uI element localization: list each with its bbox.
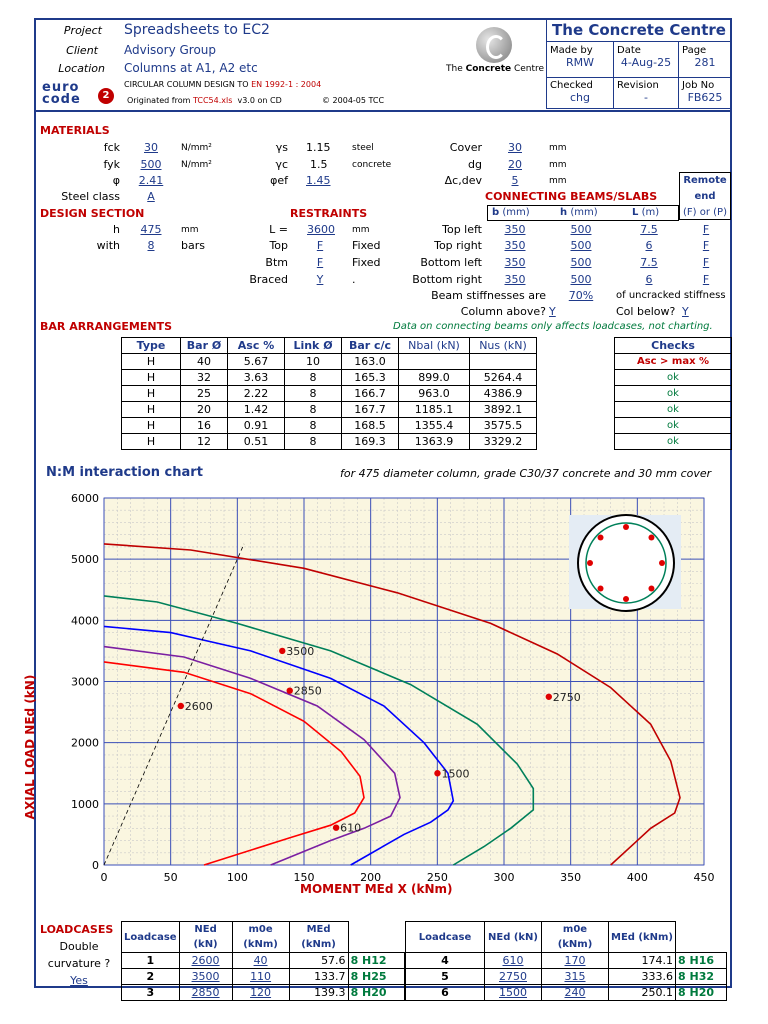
loadcase-point-label: 2850: [293, 684, 322, 698]
rebar-dot: [623, 524, 629, 530]
loadcase-point: [434, 770, 440, 776]
y-tick-label: 1000: [71, 797, 99, 811]
lc-number: 3: [122, 985, 180, 1001]
checked-cell: Checked chg: [546, 77, 614, 109]
rebar-dot: [598, 535, 604, 541]
x-tick-label: 50: [163, 871, 178, 884]
cell: H: [122, 354, 181, 370]
cell: 8: [285, 386, 342, 402]
loadcase-point-label: 610: [340, 821, 362, 835]
cell: H: [122, 434, 181, 450]
made-by-value[interactable]: RMW: [565, 56, 594, 69]
beams-col-h: h (mm): [560, 207, 598, 218]
bar-result: 8 H12: [348, 953, 405, 969]
restraints-heading: RESTRAINTS: [290, 207, 368, 220]
check-cell: ok: [615, 418, 732, 434]
L-unit: mm: [352, 225, 370, 235]
y-tick-label: 0: [92, 859, 99, 872]
loadcase-point-label: 2750: [552, 690, 581, 704]
cell: 32: [181, 370, 228, 386]
x-tick-label: 350: [560, 871, 582, 884]
gamma-s-desc: steel: [352, 143, 374, 153]
cell: 899.0: [399, 370, 470, 386]
checks-table: [614, 337, 732, 450]
cell: [470, 354, 537, 370]
fyk-input[interactable]: 500: [140, 158, 162, 171]
L-input[interactable]: 3600: [307, 223, 335, 236]
cell: 40: [181, 354, 228, 370]
x-tick-label: 100: [226, 871, 248, 884]
fyk-unit: N/mm²: [181, 160, 212, 170]
braced-input[interactable]: Y: [316, 273, 324, 286]
bar-result: 8 H16: [676, 953, 727, 969]
loadcases-table-left: [121, 921, 405, 1001]
beam-b-input[interactable]: 350: [504, 273, 526, 286]
beam-h-input[interactable]: 500: [570, 239, 592, 252]
loadcase-point: [178, 703, 184, 709]
y-tick-label: 2000: [71, 736, 99, 750]
x-tick-label: 200: [360, 871, 382, 884]
loadcase-point: [333, 824, 339, 830]
beam-L-input[interactable]: 7.5: [640, 223, 658, 236]
double-curvature-input[interactable]: Yes: [70, 974, 88, 987]
cell: 5.67: [228, 354, 285, 370]
x-tick-label: 450: [693, 871, 715, 884]
cell: 0.51: [228, 434, 285, 450]
dcdev-input[interactable]: 5: [511, 174, 519, 187]
L-label: L =: [269, 223, 288, 236]
cell: 1.42: [228, 402, 285, 418]
chart-ylabel: AXIAL LOAD NEd (kN): [23, 674, 37, 820]
cell: 169.3: [342, 434, 399, 450]
stiffness-input[interactable]: 70%: [568, 289, 594, 302]
project-label: Project: [63, 24, 102, 37]
table-row: [122, 434, 537, 450]
lc-number: 2: [122, 969, 180, 985]
table-row: [122, 386, 537, 402]
rebar-dot: [648, 585, 654, 591]
ned-input[interactable]: 2850: [179, 985, 232, 1001]
tcc-logo-text: The Concrete Centre: [446, 64, 545, 74]
med-value: 174.1: [609, 953, 676, 969]
ned-input[interactable]: 610: [485, 953, 542, 969]
bar-result: 8 H20: [348, 985, 405, 1001]
ned-col: NEd (kN): [179, 922, 232, 953]
beam-end-input[interactable]: F: [702, 239, 710, 252]
cell: 2.22: [228, 386, 285, 402]
cover-label: Cover: [449, 141, 482, 154]
copyright: © 2004-05 TCC: [322, 96, 385, 105]
beam-row-name: Top left: [442, 223, 482, 236]
x-tick-label: 250: [426, 871, 448, 884]
table-row: [122, 402, 537, 418]
cell: 165.3: [342, 370, 399, 386]
tcc-logo-icon: [476, 27, 512, 63]
dg-input[interactable]: 20: [508, 158, 522, 171]
origin-line: Originated from TCC54.xls v3.0 on CD: [127, 96, 282, 105]
med-value: 333.6: [609, 969, 676, 985]
fck-input[interactable]: 30: [144, 141, 158, 154]
med-value: 250.1: [609, 985, 676, 1001]
top-desc: Fixed: [352, 239, 381, 252]
spacer: [348, 922, 405, 953]
lc-number: 4: [406, 953, 485, 969]
beam-h-input[interactable]: 500: [570, 256, 592, 269]
ned-input[interactable]: 2750: [485, 969, 542, 985]
lc-col: Loadcase: [406, 922, 485, 953]
chart-xlabel: MOMENT MEd X (kNm): [300, 882, 453, 896]
dcdev-unit: mm: [549, 176, 567, 186]
cell: 0.91: [228, 418, 285, 434]
beam-end-input[interactable]: F: [702, 223, 710, 236]
col-bar-dia: Bar Ø: [181, 338, 228, 354]
cell: 163.0: [342, 354, 399, 370]
with-label: with: [96, 239, 120, 252]
header-divider: [34, 110, 732, 112]
rebar-dot: [648, 535, 654, 541]
col-type: Type: [122, 338, 181, 354]
bar-result: 8 H20: [676, 985, 727, 1001]
double-curvature-label-2: curvature ?: [47, 957, 111, 970]
ned-input[interactable]: 1500: [485, 985, 542, 1001]
phief-value[interactable]: 1.45: [306, 174, 331, 187]
location-label: Location: [58, 62, 105, 75]
btm-desc: Fixed: [352, 256, 381, 269]
loadcase-point: [287, 687, 293, 693]
dcdev-label: Δc,dev: [444, 174, 482, 187]
cell: 16: [181, 418, 228, 434]
cell: 1185.1: [399, 402, 470, 418]
jobno-cell: Job No FB625: [678, 77, 732, 109]
beam-h-input[interactable]: 500: [570, 273, 592, 286]
dg-label: dg: [468, 158, 482, 171]
ned-col: NEd (kN): [485, 922, 542, 953]
table-row: [406, 985, 727, 1001]
beam-b-input[interactable]: 350: [504, 256, 526, 269]
steel-class-label: Steel class: [61, 190, 120, 203]
loadcases-heading: LOADCASES: [40, 923, 114, 936]
column-section-inset: [569, 515, 681, 611]
check-cell: ok: [615, 370, 732, 386]
cell: 20: [181, 402, 228, 418]
h-label: h: [113, 223, 120, 236]
beam-row-name: Bottom left: [420, 256, 482, 269]
check-cell: ok: [615, 402, 732, 418]
beam-L-input[interactable]: 7.5: [640, 256, 658, 269]
nm-interaction-chart: [0, 485, 768, 905]
cover-input[interactable]: 30: [508, 141, 522, 154]
cell: 8: [285, 370, 342, 386]
gamma-s-label: γs: [275, 141, 288, 154]
braced-label: Braced: [249, 273, 288, 286]
x-tick-label: 300: [493, 871, 515, 884]
beam-end-input[interactable]: F: [702, 256, 710, 269]
col-nus: Nus (kN): [470, 338, 537, 354]
gamma-c-desc: concrete: [352, 160, 392, 170]
spacer: [676, 922, 727, 953]
col-below-label: Col below?: [616, 305, 676, 318]
client-value[interactable]: Advisory Group: [124, 43, 217, 57]
cell: 3575.5: [470, 418, 537, 434]
cell: 4386.9: [470, 386, 537, 402]
bar-result: 8 H32: [676, 969, 727, 985]
med-value: 133.7: [289, 969, 348, 985]
lc-col: Loadcase: [122, 922, 180, 953]
x-tick-label: 150: [293, 871, 315, 884]
m0e-input[interactable]: 240: [542, 985, 609, 1001]
stiffness-label: Beam stiffnesses are: [431, 289, 546, 302]
beam-row-name: Bottom right: [412, 273, 482, 286]
gamma-c-value: 1.5: [310, 158, 328, 171]
materials-heading: MATERIALS: [40, 124, 110, 137]
made-by-cell: Made by RMW: [546, 41, 614, 78]
m0e-col: m0e (kNm): [542, 922, 609, 953]
cell: H: [122, 418, 181, 434]
rebar-dot: [659, 560, 665, 566]
beam-L-input[interactable]: 6: [645, 239, 653, 252]
beams-heading: CONNECTING BEAMS/SLABS: [485, 190, 658, 203]
x-tick-label: 0: [100, 871, 108, 884]
gamma-c-label: γc: [275, 158, 288, 171]
location-value[interactable]: Columns at A1, A2 etc: [124, 61, 258, 75]
revision-cell: Revision -: [613, 77, 679, 109]
m0e-col: m0e (kNm): [232, 922, 289, 953]
table-row: [122, 953, 405, 969]
revision-value[interactable]: -: [644, 91, 648, 104]
chart-subtitle: for 475 diameter column, grade C30/37 concrete and 30 mm cover: [340, 467, 712, 480]
ned-input[interactable]: 2600: [179, 953, 232, 969]
jobno-value[interactable]: FB625: [687, 91, 723, 104]
cover-unit: mm: [549, 143, 567, 153]
table-row: [122, 418, 537, 434]
med-value: 57.6: [289, 953, 348, 969]
cell: 10: [285, 354, 342, 370]
eurocode-logo: euro code 2: [40, 82, 116, 108]
table-row: [406, 969, 727, 985]
m0e-input[interactable]: 40: [232, 953, 289, 969]
med-col: MEd (kNm): [289, 922, 348, 953]
btm-input[interactable]: F: [316, 256, 324, 269]
braced-desc: .: [352, 273, 356, 286]
double-curvature-label: Double: [59, 940, 99, 953]
beam-row-name: Top right: [434, 239, 482, 252]
beams-note: Data on connecting beams only affects loadcases, not charting.: [393, 321, 713, 332]
phief-label: φef: [270, 174, 288, 187]
cell: 3.63: [228, 370, 285, 386]
med-value: 139.3: [289, 985, 348, 1001]
loadcases-table-right: [405, 921, 727, 1001]
beam-b-input[interactable]: 350: [504, 223, 526, 236]
cell: 5264.4: [470, 370, 537, 386]
check-cell: ok: [615, 386, 732, 402]
loadcase-point-label: 1500: [441, 767, 470, 781]
cell: 1363.9: [399, 434, 470, 450]
y-tick-label: 4000: [71, 614, 99, 628]
fck-label: fck: [103, 141, 120, 154]
rebar-dot: [587, 560, 593, 566]
checks-heading: Checks: [615, 338, 732, 354]
col-bar-cc: Bar c/c: [342, 338, 399, 354]
date-value[interactable]: 4-Aug-25: [620, 56, 672, 69]
table-row: [122, 370, 537, 386]
btm-label: Btm: [265, 256, 288, 269]
design-section-heading: DESIGN SECTION: [40, 207, 145, 220]
bar-result: 8 H25: [348, 969, 405, 985]
page-value[interactable]: 281: [694, 56, 716, 69]
steel-class-input[interactable]: A: [147, 190, 155, 203]
table-header-row: [122, 338, 537, 354]
rebar-dot: [623, 596, 629, 602]
cell: 12: [181, 434, 228, 450]
cell: 168.5: [342, 418, 399, 434]
loadcase-point-label: 3500: [286, 644, 315, 658]
stiffness-desc: of uncracked stiffness: [616, 290, 726, 301]
cell: H: [122, 386, 181, 402]
m0e-input[interactable]: 110: [232, 969, 289, 985]
page-cell: Page 281: [678, 41, 732, 78]
bar-arr-heading: BAR ARRANGEMENTS: [40, 320, 173, 333]
fck-unit: N/mm²: [181, 143, 212, 153]
lc-number: 1: [122, 953, 180, 969]
y-tick-label: 3000: [71, 675, 99, 689]
med-col: MEd (kNm): [609, 922, 676, 953]
y-tick-label: 5000: [71, 553, 99, 567]
col-above-label: Column above?: [460, 305, 546, 318]
table-row: [406, 953, 727, 969]
cell: 1355.4: [399, 418, 470, 434]
company-box: The Concrete Centre: [546, 18, 732, 42]
fyk-label: fyk: [103, 158, 120, 171]
loadcase-point-label: 2600: [184, 699, 213, 713]
cell: H: [122, 370, 181, 386]
gamma-s-value: 1.15: [306, 141, 331, 154]
cell: 8: [285, 418, 342, 434]
date-cell: Date 4-Aug-25: [613, 41, 679, 78]
y-tick-label: 6000: [71, 492, 99, 505]
cell: 167.7: [342, 402, 399, 418]
table-row: [122, 354, 537, 370]
lc-number: 5: [406, 969, 485, 985]
beam-L-input[interactable]: 6: [645, 273, 653, 286]
bar-arrangements-table: [121, 337, 537, 450]
remote-end-header: Remote end (F) or (P): [679, 172, 731, 220]
cell: 963.0: [399, 386, 470, 402]
cell: 166.7: [342, 386, 399, 402]
cell: 25: [181, 386, 228, 402]
check-cell: ok: [615, 434, 732, 450]
rebar-dot: [598, 585, 604, 591]
table-row: [122, 969, 405, 985]
loadcase-point: [546, 694, 552, 700]
h-input[interactable]: 475: [140, 223, 162, 236]
project-value[interactable]: Spreadsheets to EC2: [124, 22, 270, 38]
top-input[interactable]: F: [316, 239, 324, 252]
design-line: CIRCULAR COLUMN DESIGN TO EN 1992-1 : 2004: [124, 80, 322, 89]
x-tick-label: 400: [626, 871, 648, 884]
beams-col-L: L (m): [632, 207, 660, 218]
ned-input[interactable]: 3500: [179, 969, 232, 985]
beam-h-input[interactable]: 500: [570, 223, 592, 236]
h-unit: mm: [181, 225, 199, 235]
beams-col-b: b (mm): [492, 207, 530, 218]
cell: 8: [285, 402, 342, 418]
cell: 8: [285, 434, 342, 450]
cell: [399, 354, 470, 370]
m0e-input[interactable]: 315: [542, 969, 609, 985]
client-label: Client: [66, 44, 98, 57]
beam-b-input[interactable]: 350: [504, 239, 526, 252]
m0e-input[interactable]: 170: [542, 953, 609, 969]
col-above-input[interactable]: Y: [549, 305, 556, 318]
checked-value[interactable]: chg: [569, 91, 590, 104]
table-row: [122, 985, 405, 1001]
col-asc: Asc %: [228, 338, 285, 354]
phi-value[interactable]: 2.41: [138, 174, 164, 187]
cell: 3329.2: [470, 434, 537, 450]
bars-unit: bars: [181, 239, 205, 252]
beam-end-input[interactable]: F: [702, 273, 710, 286]
chart-title: N:M interaction chart: [46, 465, 203, 480]
col-below-input[interactable]: Y: [682, 305, 689, 318]
loadcase-point: [279, 648, 285, 654]
cell: H: [122, 402, 181, 418]
bars-input[interactable]: 8: [147, 239, 155, 252]
col-link: Link Ø: [285, 338, 342, 354]
cell: 3892.1: [470, 402, 537, 418]
lc-number: 6: [406, 985, 485, 1001]
m0e-input[interactable]: 120: [232, 985, 289, 1001]
top-label: Top: [269, 239, 288, 252]
phi-label: φ: [112, 174, 120, 187]
check-cell: Asc > max %: [615, 354, 732, 370]
col-nbal: Nbal (kN): [399, 338, 470, 354]
dg-unit: mm: [549, 160, 567, 170]
